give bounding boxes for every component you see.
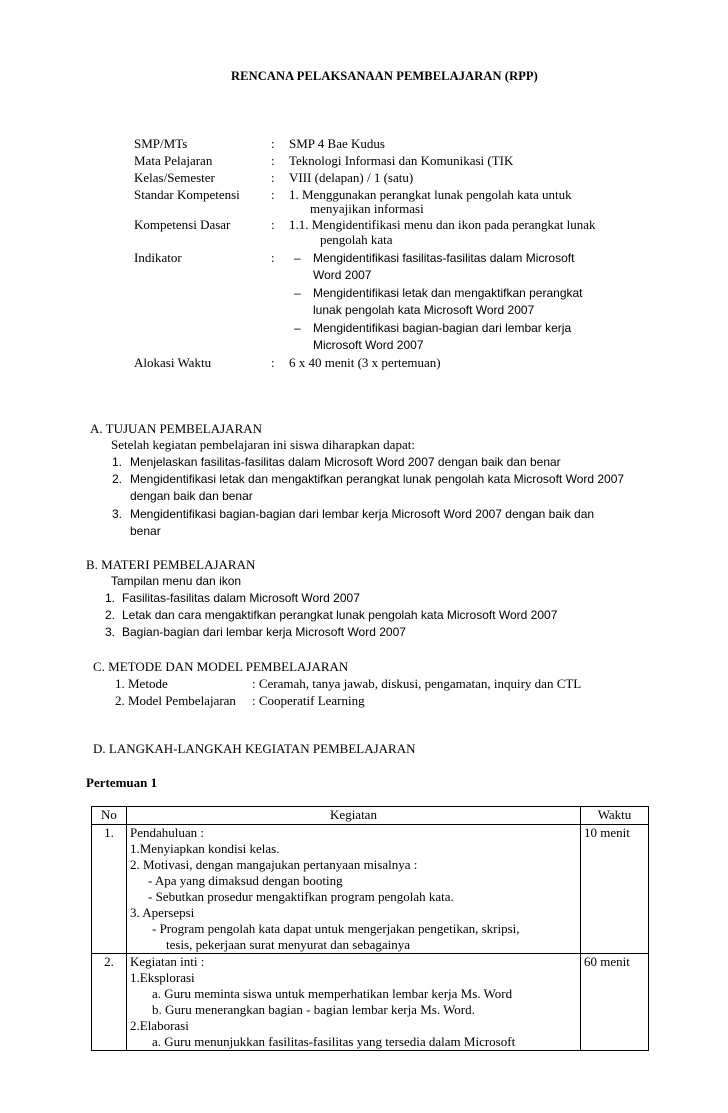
- tujuan-item: Mengidentifikasi letak dan mengaktifkan perangkat lunak pengolah kata Microsoft Word 2007: [130, 472, 625, 486]
- colon: :: [271, 136, 275, 151]
- pertemuan-heading: Pertemuan 1: [86, 775, 158, 790]
- indikator-1: Mengidentifikasi fasilitas-fasilitas dalam Microsoft: [313, 251, 575, 265]
- kegiatan-line: 1.Menyiapkan kondisi kelas.: [130, 841, 280, 856]
- value-sk-cont: menyajikan informasi: [310, 201, 424, 216]
- section-b-intro: Tampilan menu dan ikon: [111, 574, 242, 588]
- indikator-dash: –: [294, 321, 301, 335]
- indikator-2-cont: lunak pengolah kata Microsoft Word 2007: [313, 303, 535, 317]
- value-smp: SMP 4 Bae Kudus: [289, 136, 385, 151]
- page-title: RENCANA PELAKSANAAN PEMBELAJARAN (RPP): [231, 69, 538, 83]
- tujuan-item: Menjelaskan fasilitas-fasilitas dalam Microsoft Word 2007 dengan baik dan benar: [130, 455, 561, 469]
- tujuan-item-cont: dengan baik dan benar: [130, 489, 253, 503]
- indikator-1-cont: Word 2007: [313, 268, 372, 282]
- list-number: 1.: [105, 591, 116, 605]
- metode-label: 1. Metode: [115, 676, 168, 691]
- colon: :: [271, 170, 275, 185]
- indikator-2: Mengidentifikasi letak dan mengaktifkan perangkat: [313, 286, 583, 300]
- indikator-3-cont: Microsoft Word 2007: [313, 338, 424, 352]
- label-alokasi: Alokasi Waktu: [134, 355, 212, 370]
- table-row: [92, 825, 649, 954]
- col-header-kegiatan: Kegiatan: [127, 807, 581, 825]
- section-c-heading: C. METODE DAN MODEL PEMBELAJARAN: [93, 659, 349, 674]
- section-a-intro: Setelah kegiatan pembelajaran ini siswa diharapkan dapat:: [111, 437, 415, 452]
- colon: :: [271, 153, 275, 168]
- list-number: 1.: [112, 455, 123, 469]
- kegiatan-cell: [127, 954, 581, 1051]
- value-kelas: VIII (delapan) / 1 (satu): [289, 170, 414, 185]
- kegiatan-line: - Apa yang dimaksud dengan booting: [148, 873, 343, 888]
- kegiatan-line: b. Guru menerangkan bagian - bagian lembar kerja Ms. Word.: [152, 1002, 475, 1017]
- tujuan-item-cont: benar: [130, 524, 161, 538]
- table-row: [92, 954, 649, 1051]
- label-indikator: Indikator: [134, 250, 182, 265]
- kegiatan-line: 2. Motivasi, dengan mangajukan pertanyaan misalnya :: [130, 857, 418, 872]
- kegiatan-line: - Program pengolah kata dapat untuk mengerjakan pengetikan, skripsi,: [152, 921, 520, 936]
- materi-item: Fasilitas-fasilitas dalam Microsoft Word 2007: [122, 591, 360, 605]
- kegiatan-line: 3. Apersepsi: [130, 905, 195, 920]
- list-number: 3.: [105, 625, 116, 639]
- indikator-dash: –: [294, 286, 301, 300]
- label-sk: Standar Kompetensi: [134, 187, 240, 202]
- kegiatan-line: a. Guru meminta siswa untuk memperhatikan lembar kerja Ms. Word: [152, 986, 513, 1001]
- colon: :: [271, 187, 275, 202]
- section-b-heading: B. MATERI PEMBELAJARAN: [86, 557, 256, 572]
- value-kd-cont: pengolah kata: [320, 232, 393, 247]
- list-number: 3.: [112, 507, 123, 521]
- model-label: 2. Model Pembelajaran: [115, 693, 236, 708]
- table-header-row: [92, 807, 649, 825]
- section-d-heading: D. LANGKAH-LANGKAH KEGIATAN PEMBELAJARAN: [93, 741, 416, 756]
- section-a-heading: A. TUJUAN PEMBELAJARAN: [90, 421, 263, 436]
- colon: :: [271, 355, 275, 370]
- col-header-no: No: [92, 807, 127, 825]
- list-number: 2.: [112, 472, 123, 486]
- kegiatan-line: Pendahuluan :: [130, 825, 205, 840]
- kegiatan-table: [91, 806, 649, 1051]
- colon: :: [271, 250, 275, 265]
- list-number: 2.: [105, 608, 116, 622]
- label-mapel: Mata Pelajaran: [134, 153, 213, 168]
- materi-item: Letak dan cara mengaktifkan perangkat lunak pengolah kata Microsoft Word 2007: [122, 608, 558, 622]
- label-smp: SMP/MTs: [134, 136, 188, 151]
- value-kd: 1.1. Mengidentifikasi menu dan ikon pada perangkat lunak: [289, 217, 596, 232]
- value-sk: 1. Menggunakan perangkat lunak pengolah kata untuk: [289, 187, 572, 202]
- waktu-cell: 10 menit: [581, 825, 649, 954]
- colon: :: [271, 217, 275, 232]
- label-kelas: Kelas/Semester: [134, 170, 215, 185]
- kegiatan-line: tesis, pekerjaan surat menyurat dan sebagainya: [166, 937, 411, 952]
- kegiatan-cell: [127, 825, 581, 954]
- row-number: 1.: [92, 825, 127, 954]
- value-alokasi: 6 x 40 menit (3 x pertemuan): [289, 355, 441, 370]
- row-number: 2.: [92, 954, 127, 1051]
- indikator-3: Mengidentifikasi bagian-bagian dari lembar kerja: [313, 321, 572, 335]
- kegiatan-line: - Sebutkan prosedur mengaktifkan program pengolah kata.: [148, 889, 454, 904]
- metode-value: : Ceramah, tanya jawab, diskusi, pengamatan, inquiry dan CTL: [252, 676, 582, 691]
- materi-item: Bagian-bagian dari lembar kerja Microsoft Word 2007: [122, 625, 406, 639]
- waktu-cell: 60 menit: [581, 954, 649, 1051]
- tujuan-item: Mengidentifikasi bagian-bagian dari lembar kerja Microsoft Word 2007 dengan baik dan: [130, 507, 595, 521]
- label-kd: Kompetensi Dasar: [134, 217, 231, 232]
- kegiatan-line: 2.Elaborasi: [130, 1018, 189, 1033]
- value-mapel: Teknologi Informasi dan Komunikasi (TIK: [289, 153, 514, 168]
- kegiatan-line: Kegiatan inti :: [130, 954, 205, 969]
- model-value: : Cooperatif Learning: [252, 693, 365, 708]
- indikator-dash: –: [294, 251, 301, 265]
- kegiatan-line: a. Guru menunjukkan fasilitas-fasilitas yang tersedia dalam Microsoft: [152, 1034, 516, 1049]
- col-header-waktu: Waktu: [581, 807, 649, 825]
- kegiatan-line: 1.Eksplorasi: [130, 970, 195, 985]
